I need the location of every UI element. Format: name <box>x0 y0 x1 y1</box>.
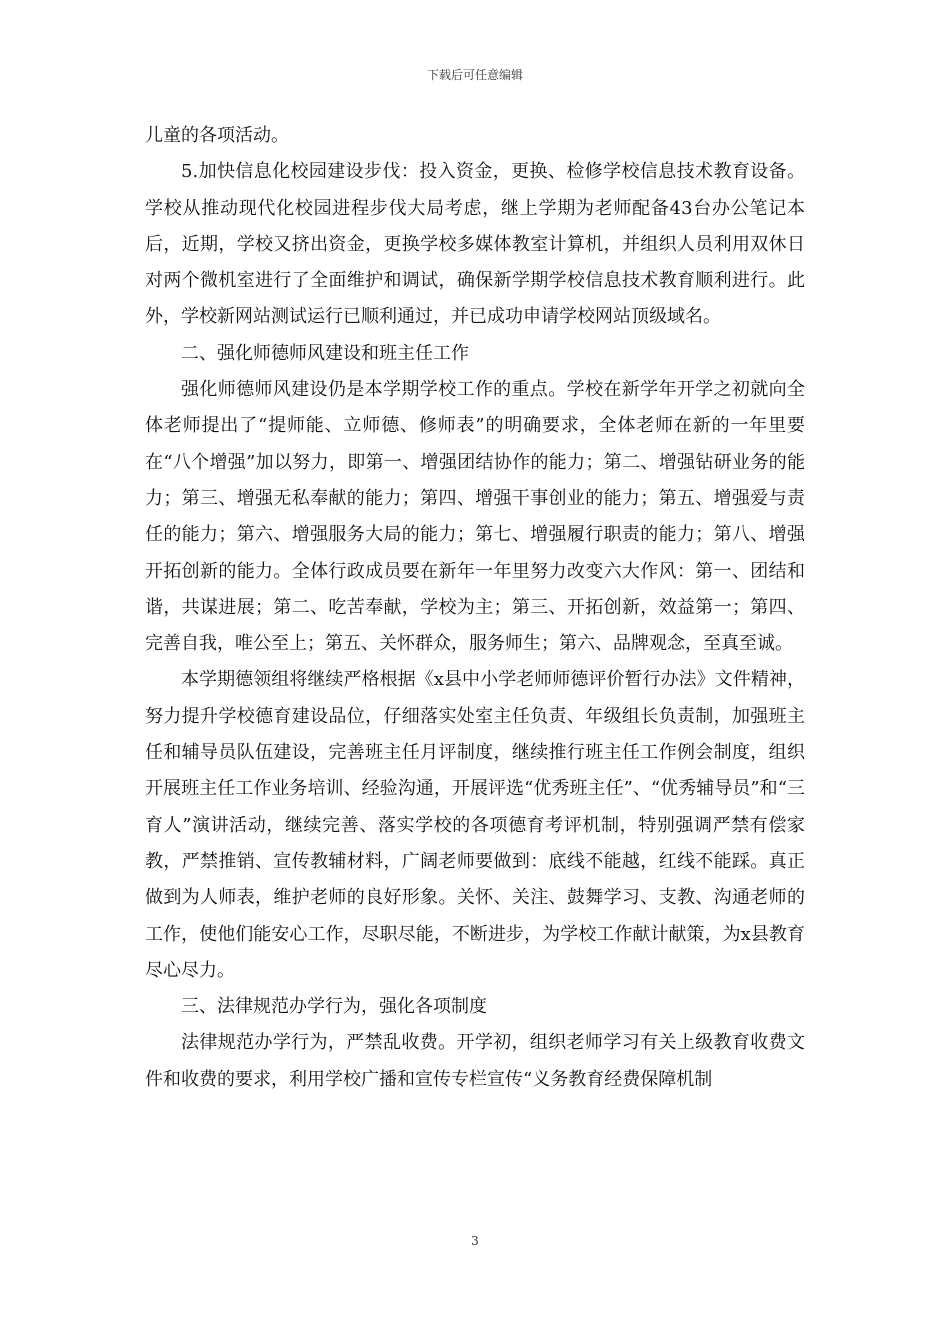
page-number: 3 <box>471 1234 479 1248</box>
document-body <box>145 118 805 1098</box>
section-heading-2: 二、强化师德师风建设和班主任工作 <box>181 342 469 364</box>
paragraph-fees: 法律规范办学行为，严禁乱收费。开学初，组织老师学习有关上级教育收费文件和收费的要求，利用学校广播和宣传专栏宣传“义务教育经费保障机制 <box>145 1032 805 1090</box>
paragraph-continuation: 儿童的各项活动。 <box>145 125 289 146</box>
paragraph-moral-education: 本学期德领组将继续严格根据《x县中小学老师师德评价暂行办法》文件精神，努力提升学校德育建设品位，仔细落实处室主任负责、年级组长负责制，加强班主任和辅导员队伍建设，完善班主任月评制度，继续推行班主任工作例会制度，组织开展班主任工作业务培训、经验沟通，开展评选“优秀班主任”、“优秀辅导员”和“三育人”演讲活动，继续完善、落实学校的各项德育考评机制，特别强调严禁有偿家教，严禁推销、宣传教辅材料，广阔老师要做到：底线不能越，红线不能踩。真正做到为人师表，维护老师的良好形象。关怀、关注、鼓舞学习、支教、沟通老师的工作，使他们能安心工作，尽职尽能，不断进步，为学校工作献计献策，为x县教育尽心尽力。 <box>145 669 805 981</box>
paragraph-it-campus: 5.加快信息化校园建设步伐：投入资金，更换、检修学校信息技术教育设备。学校从推动现代化校园进程步伐大局考虑，继上学期为老师配备43台办公笔记本后，近期，学校又挤出资金，更换学校多媒体教室计算机，并组织人员利用双休日对两个微机室进行了全面维护和调试，确保新学期学校信息技术教育顺利进行。此外，学校新网站测试运行已顺利通过，并已成功申请学校网站顶级域名。 <box>145 161 805 328</box>
section-heading-3: 三、法律规范办学行为，强化各项制度 <box>181 996 487 1018</box>
page-header: 下载后可任意编辑 <box>426 68 523 82</box>
paragraph-ethics: 强化师德师风建设仍是本学期学校工作的重点。学校在新学年开学之初就向全体老师提出了“提师能、立师德、修师表”的明确要求，全体老师在新的一年里要在“八个增强”加以努力，即第一、增强团结协作的能力；第二、增强钻研业务的能力；第三、增强无私奉献的能力；第四、增强干事创业的能力；第五、增强爱与责任的能力；第六、增强服务大局的能力；第七、增强履行职责的能力；第八、增强开拓创新的能力。全体行政成员要在新年一年里努力改变六大作风：第一、团结和谐，共谋进展；第二、吃苦奉献，学校为主；第三、开拓创新，效益第一；第四、完善自我，唯公至上；第五、关怀群众，服务师生；第六、品牌观念，至真至诚。 <box>145 379 805 655</box>
